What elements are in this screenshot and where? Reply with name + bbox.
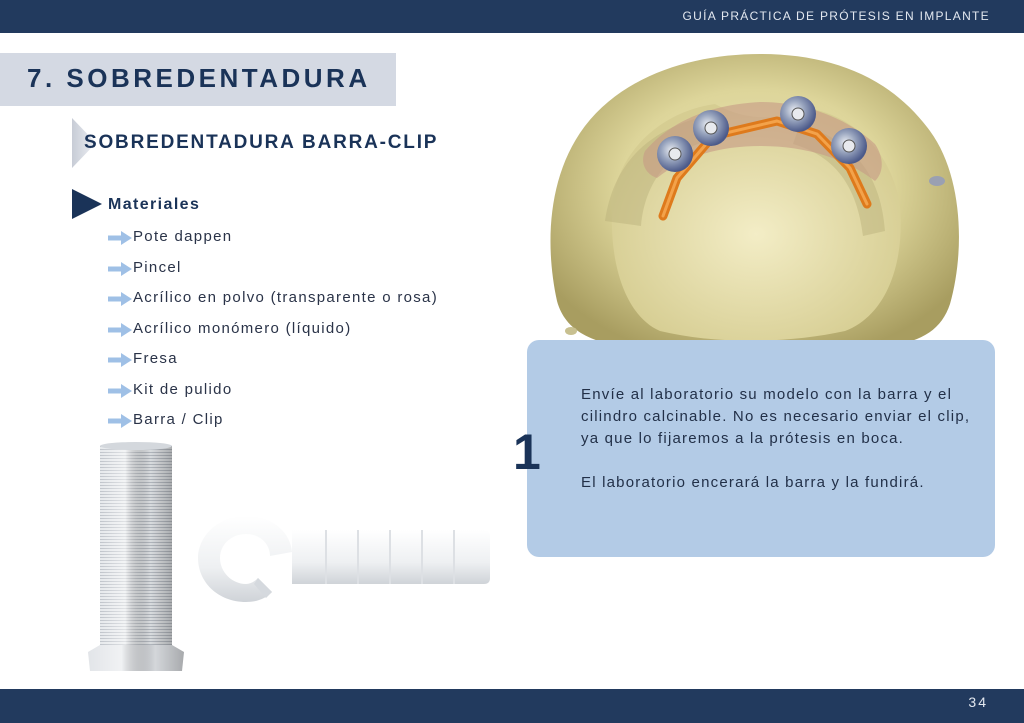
list-item	[108, 228, 438, 259]
materials-title: Materiales	[108, 196, 201, 213]
clip-image	[196, 508, 492, 608]
arrow-right-icon	[108, 353, 132, 367]
section-title: 7. SOBREDENTADURA	[27, 63, 371, 93]
step-description	[581, 384, 976, 494]
material-label: Pote dappen	[133, 228, 233, 245]
arrow-right-icon	[108, 323, 132, 337]
step-paragraph: El laboratorio encerará la barra y la fundirá.	[581, 474, 925, 491]
header-bar	[0, 0, 1024, 33]
guide-title: GUÍA PRÁCTICA DE PRÓTESIS EN IMPLANTE	[682, 9, 990, 23]
list-item	[108, 289, 438, 320]
footer-bar	[0, 689, 1024, 723]
material-label: Acrílico en polvo (transparente o rosa)	[133, 289, 438, 306]
arrow-right-icon	[108, 414, 132, 428]
list-item	[108, 350, 438, 381]
arrow-right-icon	[108, 262, 132, 276]
arrow-right-icon	[108, 292, 132, 306]
material-label: Barra / Clip	[133, 411, 224, 428]
material-label: Fresa	[133, 350, 178, 367]
step-number: 1	[513, 424, 541, 480]
list-item	[108, 259, 438, 290]
list-item	[108, 411, 438, 442]
calcinable-cylinder-image	[86, 440, 186, 676]
material-label: Kit de pulido	[133, 380, 233, 398]
material-label: Pincel	[133, 258, 182, 276]
list-item	[108, 381, 438, 412]
material-label: Acrílico monómero (líquido)	[133, 319, 352, 337]
arrow-right-icon	[108, 384, 132, 398]
arrow-right-icon	[108, 231, 132, 245]
page-number: 34	[968, 694, 988, 710]
materials-list	[108, 228, 438, 442]
materials-marker-icon	[72, 189, 102, 219]
list-item	[108, 320, 438, 351]
subsection-title: SOBREDENTADURA BARRA-CLIP	[84, 132, 439, 153]
dental-model-photo	[545, 46, 965, 366]
step-paragraph: Envíe al laboratorio su modelo con la barra y el cilindro calcinable. No es necesario enviar el clip, ya que lo fijaremos a la prótesis en boca.	[581, 386, 971, 447]
